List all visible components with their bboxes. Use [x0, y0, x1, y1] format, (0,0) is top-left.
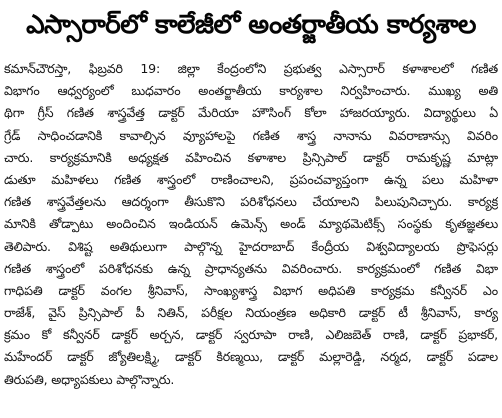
article-line: గ్రేడ్ సాధించడానికి కావాల్సిన వ్యూహాలపై గణిత శాస్త్ర నానాను వివరాణాన్సు వివరిం [4, 127, 498, 143]
article-line: గాధిపతి డాక్టర్ వంగల శ్రీనివాస్, సాంఖ్యశాస్త్ర విభాగ అధిపతి కార్యక్రమ కన్వీనర్ ఎం [4, 282, 498, 298]
article-line: చారు. కార్యక్రమానికి అధ్యక్షత వహించిన కళాశాల ప్రిన్సిపాల్ డాక్టర్ రామకృష్ణ మాట్లా [4, 149, 498, 165]
article-line: మహేందర్ డాక్టర్ జ్యోతిలక్ష్మి, డాక్టర్ కిరణ్మయి, డాక్టర్ మల్లారెడ్డి, నర్మద, డాక్టర్ పడాల [4, 349, 498, 365]
article-line: కమాన్‌చౌరస్తా, ఫిబ్రవరి 19: జిల్లా కేంద్రంలోని ప్రభుత్వ ఎస్సారార్ కళాశాలలో గణిత [4, 61, 498, 76]
headline: ఎస్సారార్‌లో కాలేజీలో అంతర్జాతీయ కార్యశాల [26, 10, 476, 40]
article-line: మానికి తోడ్పాటు అందించిన ఇండియన్ ఉమెన్స్ అండ్ మ్యాథమెటిక్స్ సంస్థకు కృతజ్ఞతలు [4, 216, 498, 232]
article-line: విభాగం ఆధ్వర్యంలో బుధవారం అంతర్జాతీయ కార్యశాల నిర్వహించారు. ముఖ్య అతి [4, 83, 498, 99]
article-line: డుతూ మహిళలు గణిత శాస్త్రంలో రాణించాలని, ప్రపంచవ్యాప్తంగా ఉన్న పలు మహిళా [4, 171, 498, 187]
article-body [4, 58, 498, 414]
article-line: క్రమం కో కన్వీనర్ డాక్టర్ అర్చన, డాక్టర్ స్వరూపా రాణి, ఎలిజబెత్ రాణి, డాక్టర్ ప్రభాకర్, [4, 327, 498, 343]
article-line: థిగా గ్రీస్ గణిత శాస్త్రవేత్త డాక్టర్ మేరియా హౌసింగ్ కోలా హాజరయ్యారు. విద్యార్థులు ఏ [4, 105, 498, 121]
article-line: రాజేశ్, వైస్ ప్రిన్సిపాల్ పీ నితిన్, పరీక్షల నియంత్రణ అధికారి డాక్టర్ టీ శ్రీనివాస్, కార్య [4, 305, 498, 321]
article-line: గణిత శాస్త్రవేత్తలను ఆదర్శంగా తీసుకొని పరిశోధనలు చేయాలని పిలుపునిచ్చారు. కార్యక్ర [4, 194, 498, 210]
article-line: గణిత శాస్త్రంలో పరిశోధనకు ఉన్న ప్రాధాన్యతను వివరించారు. కార్యక్రమంలో గణిత విభా [4, 260, 498, 276]
article-line: తిరుపతి, అధ్యాపకులు పాల్గొన్నారు. [4, 371, 175, 387]
article-line: తెలిపారు. విశిష్ట అతిథులుగా పాల్గొన్న హైదరాబాద్ కేంద్రీయ విశ్వవిద్యాలయ ప్రొఫెసర్లు [4, 238, 498, 254]
